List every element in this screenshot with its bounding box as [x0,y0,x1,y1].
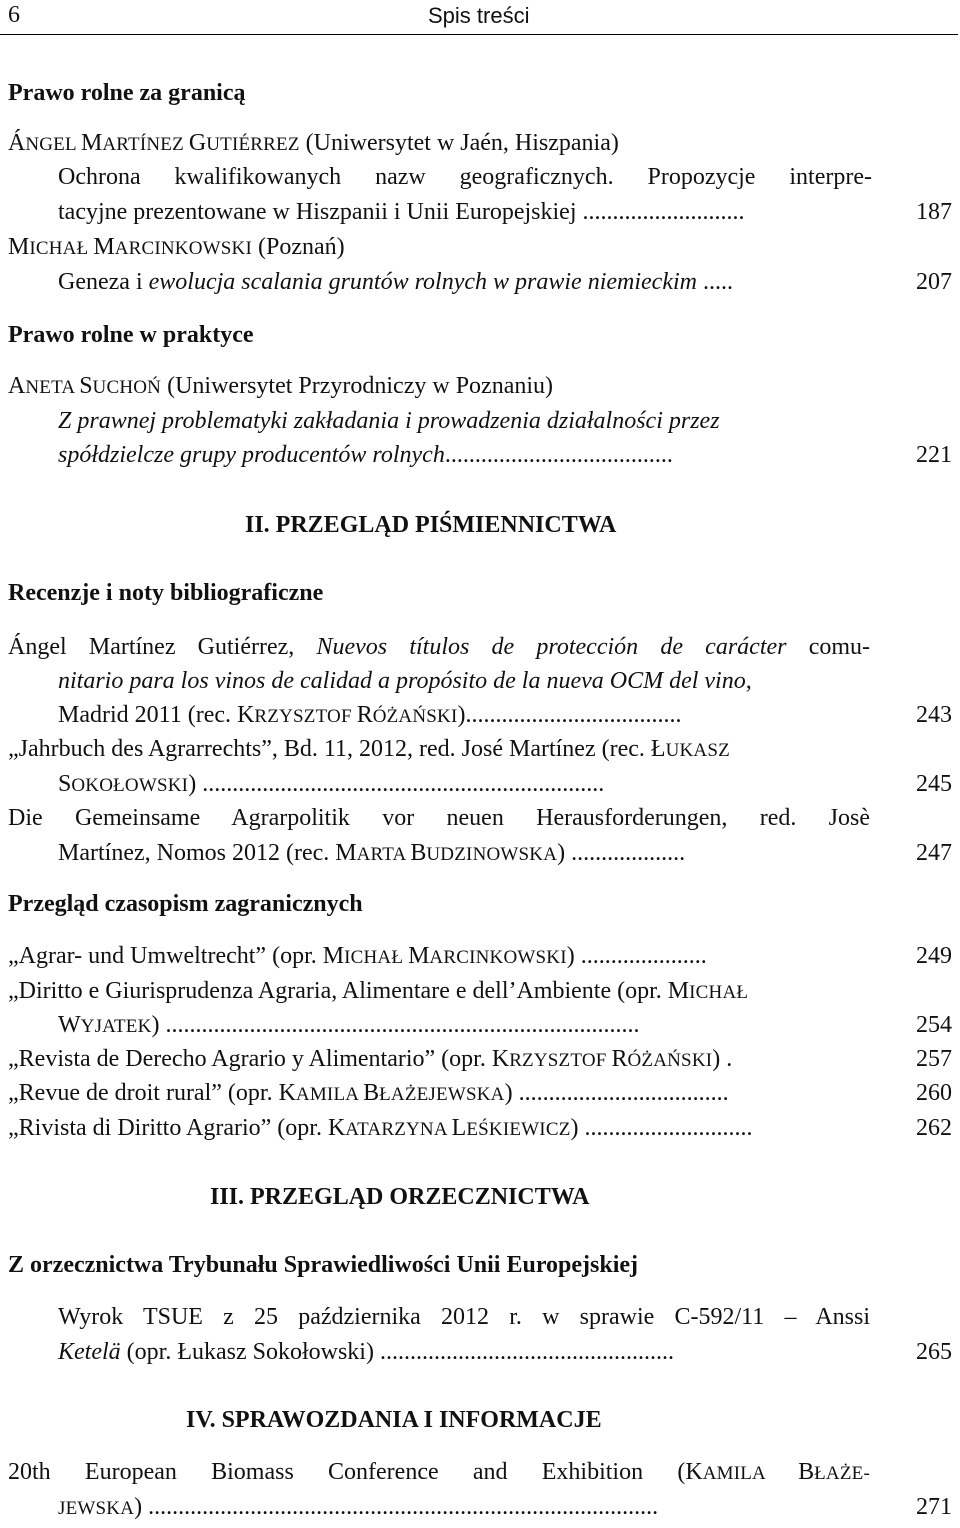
toc-title-line[interactable]: JEWSKA) ..................................................................................... [58,1494,659,1520]
section-heading: Recenzje i noty bibliograficzne [8,580,324,606]
toc-author-line: ANETA SUCHOŃ (Uniwersytet Przyrodniczy w Poznaniu) [8,373,554,399]
toc-page-number: 207 [916,269,952,295]
part-heading: III. PRZEGLĄD ORZECZNICTWA [210,1184,590,1210]
toc-page-number: 262 [916,1115,952,1141]
section-heading: Prawo rolne za granicą [8,80,246,106]
toc-title-line[interactable]: Wyrok TSUE z 25 października 2012 r. w sprawie C-592/11 – Anssi [58,1304,870,1330]
page-number: 6 [8,2,20,28]
toc-title-line[interactable]: „Diritto e Giurisprudenza Agraria, Alimentare e dell’Ambiente (opr. MICHAŁ [8,978,749,1004]
toc-page-number: 243 [916,702,952,728]
toc-title-line[interactable]: Geneza i ewolucja scalania gruntów rolnych w prawie niemieckim ..... [58,269,733,295]
toc-title-line[interactable]: „Revista de Derecho Agrario y Alimentario” (opr. KRZYSZTOF RÓŻAŃSKI) . [8,1046,733,1072]
toc-title-line[interactable]: Z prawnej problematyki zakładania i prowadzenia działalności przez [58,408,720,434]
toc-title-line[interactable]: tacyjne prezentowane w Hiszpanii i Unii Europejskiej ........................... [58,199,745,225]
toc-page-number: 265 [916,1339,952,1365]
page-header [0,0,958,35]
toc-title-line[interactable]: Madrid 2011 (rec. KRZYSZTOF RÓŻAŃSKI).................................... [58,702,682,728]
section-heading: Przegląd czasopism zagranicznych [8,891,363,917]
section-heading: Prawo rolne w praktyce [8,322,254,348]
toc-page-number: 221 [916,442,952,468]
toc-title-line[interactable]: WYJATEK) ............................................................................... [58,1012,640,1038]
toc-title-line[interactable]: spółdzielcze grupy producentów rolnych...................................... [58,442,673,468]
toc-title-line[interactable]: Ketelä (opr. Łukasz Sokołowski) ................................................. [58,1339,674,1365]
toc-title-line[interactable]: 20th European Biomass Conference and Exhibition (KAMILA BŁAŻE- [8,1459,870,1485]
toc-title-line[interactable]: nitario para los vinos de calidad a propósito de la nueva OCM del vino, [58,668,752,694]
toc-title-line[interactable]: „Rivista di Diritto Agrario” (opr. KATARZYNA LEŚKIEWICZ) ............................ [8,1115,753,1141]
toc-title-line[interactable]: Ochrona kwalifikowanych nazw geograficznych. Propozycje interpre- [58,164,872,190]
part-heading: IV. SPRAWOZDANIA I INFORMACJE [186,1407,602,1433]
running-title: Spis treści [428,3,530,28]
toc-page-number: 245 [916,771,952,797]
toc-title-line[interactable]: „Revue de droit rural” (opr. KAMILA BŁAŻEJEWSKA) ................................... [8,1080,729,1106]
toc-title-line[interactable]: Die Gemeinsame Agrarpolitik vor neuen Herausforderungen, red. Josè [8,805,870,831]
toc-author-line: ÁNGEL MARTÍNEZ GUTIÉRREZ (Uniwersytet w Jaén, Hiszpania) [8,130,619,156]
toc-page-number: 257 [916,1046,952,1072]
toc-title-line[interactable]: „Agrar- und Umweltrecht” (opr. MICHAŁ MARCINKOWSKI) ..................... [8,943,707,969]
toc-title-line[interactable]: SOKOŁOWSKI) ................................................................... [58,771,605,797]
toc-title-line[interactable]: Ángel Martínez Gutiérrez, Nuevos títulos de protección de carácter comu- [8,634,871,660]
toc-page-number: 187 [916,199,952,225]
toc-title-line[interactable]: Martínez, Nomos 2012 (rec. MARTA BUDZINOWSKA) ................... [58,840,686,866]
toc-page-number: 254 [916,1012,952,1038]
toc-page-number: 249 [916,943,952,969]
toc-title-line[interactable]: „Jahrbuch des Agrarrechts”, Bd. 11, 2012, red. José Martínez (rec. ŁUKASZ [8,736,730,762]
toc-author-line: MICHAŁ MARCINKOWSKI (Poznań) [8,234,345,260]
part-heading: II. PRZEGLĄD PIŚMIENNICTWA [245,512,617,538]
toc-page-number: 271 [916,1494,952,1520]
section-heading: Z orzecznictwa Trybunału Sprawiedliwości Unii Europejskiej [8,1252,639,1278]
toc-page-number: 260 [916,1080,952,1106]
toc-page-number: 247 [916,840,952,866]
